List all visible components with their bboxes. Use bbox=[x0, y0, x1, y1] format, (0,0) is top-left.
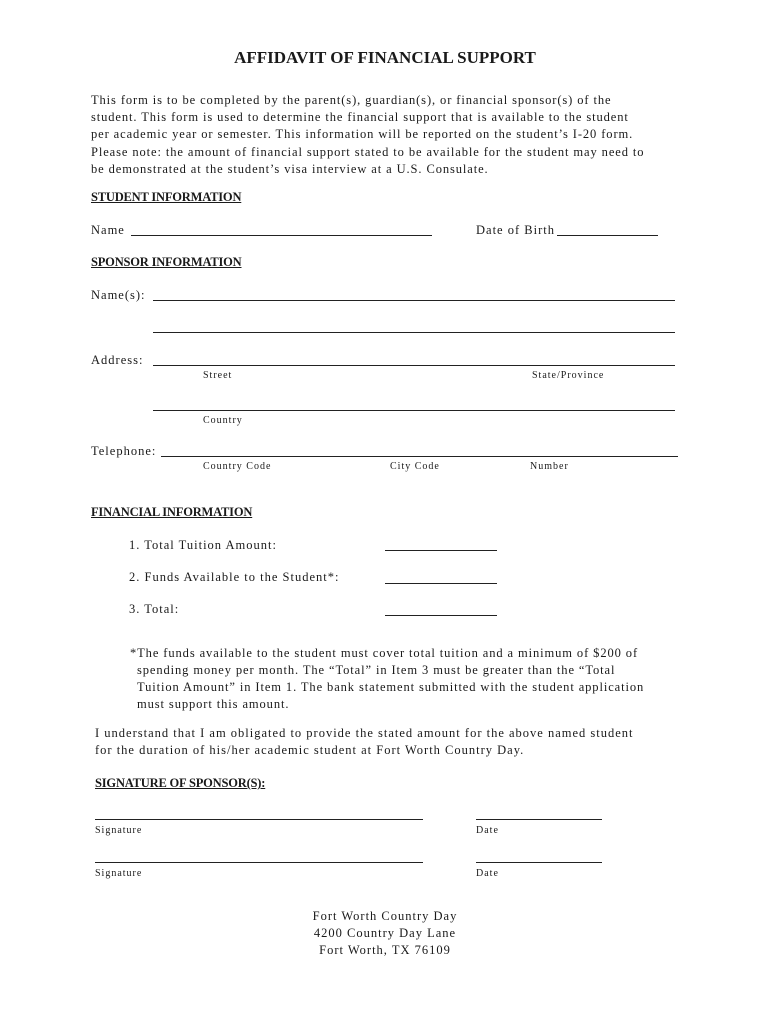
intro-line: Please note: the amount of financial support stated to be available for the student may need to bbox=[91, 144, 645, 159]
total-label: 3. Total: bbox=[129, 602, 180, 616]
country-caption: Country bbox=[203, 415, 243, 426]
note-line: spending money per month. The “Total” in Item 3 must be greater than the “Total bbox=[137, 663, 616, 677]
date-field-1[interactable] bbox=[476, 819, 602, 820]
school-address bbox=[0, 908, 770, 959]
total-tuition-field[interactable] bbox=[385, 550, 497, 551]
sponsor-names-label: Name(s): bbox=[91, 288, 146, 302]
funds-note bbox=[130, 645, 690, 713]
student-information-heading: STUDENT INFORMATION bbox=[91, 190, 242, 204]
signature-field-1[interactable] bbox=[95, 819, 423, 820]
telephone-label: Telephone: bbox=[91, 444, 157, 458]
country-code-caption: Country Code bbox=[203, 461, 272, 472]
date-caption: Date bbox=[476, 825, 499, 836]
signature-field-2[interactable] bbox=[95, 862, 423, 863]
date-of-birth-field[interactable] bbox=[557, 235, 658, 236]
page-title: AFFIDAVIT OF FINANCIAL SUPPORT bbox=[234, 48, 536, 67]
financial-information-heading: FINANCIAL INFORMATION bbox=[91, 505, 253, 519]
date-caption: Date bbox=[476, 868, 499, 879]
address-label: Address: bbox=[91, 353, 144, 367]
signature-caption: Signature bbox=[95, 868, 143, 879]
statement-line: I understand that I am obligated to provide the stated amount for the above named student bbox=[95, 726, 634, 740]
city-code-caption: City Code bbox=[390, 461, 440, 472]
school-name: Fort Worth Country Day bbox=[312, 909, 458, 923]
statement-line: for the duration of his/her academic student at Fort Worth Country Day. bbox=[95, 743, 525, 757]
city-state-zip: Fort Worth, TX 76109 bbox=[319, 943, 451, 957]
intro-line: student. This form is used to determine the financial support that is available to the student bbox=[91, 110, 629, 125]
state-province-caption: State/Province bbox=[532, 370, 605, 381]
street-address: 4200 Country Day Lane bbox=[313, 926, 457, 940]
intro-paragraph bbox=[91, 92, 691, 178]
address-country-field[interactable] bbox=[153, 410, 675, 411]
intro-line: per academic year or semester. This information will be reported on the student’s I-20 form. bbox=[91, 127, 634, 142]
number-caption: Number bbox=[530, 461, 569, 472]
funds-available-label: 2. Funds Available to the Student*: bbox=[129, 570, 340, 584]
address-street-field[interactable] bbox=[153, 365, 675, 366]
date-of-birth-label: Date of Birth bbox=[476, 223, 555, 237]
street-caption: Street bbox=[203, 370, 233, 381]
student-name-field[interactable] bbox=[131, 235, 432, 236]
signature-heading: SIGNATURE OF SPONSOR(S): bbox=[95, 776, 266, 790]
intro-line: This form is to be completed by the parent(s), guardian(s), or financial sponsor(s) of the bbox=[91, 93, 612, 107]
note-line: Tuition Amount” in Item 1. The bank statement submitted with the student application bbox=[137, 680, 645, 694]
sponsor-name-field-1[interactable] bbox=[153, 300, 675, 301]
signature-caption: Signature bbox=[95, 825, 143, 836]
note-line: *The funds available to the student must cover total tuition and a minimum of $200 of bbox=[130, 646, 639, 660]
total-tuition-label: 1. Total Tuition Amount: bbox=[129, 538, 277, 552]
intro-line: be demonstrated at the student’s visa interview at a U.S. Consulate. bbox=[91, 161, 489, 176]
funds-available-field[interactable] bbox=[385, 583, 497, 584]
total-field[interactable] bbox=[385, 615, 497, 616]
date-field-2[interactable] bbox=[476, 862, 602, 863]
note-line: must support this amount. bbox=[137, 697, 290, 711]
sponsor-information-heading: SPONSOR INFORMATION bbox=[91, 255, 242, 269]
obligation-statement bbox=[95, 725, 695, 759]
sponsor-name-field-2[interactable] bbox=[153, 332, 675, 333]
telephone-field[interactable] bbox=[161, 456, 678, 457]
student-name-label: Name bbox=[91, 223, 125, 237]
